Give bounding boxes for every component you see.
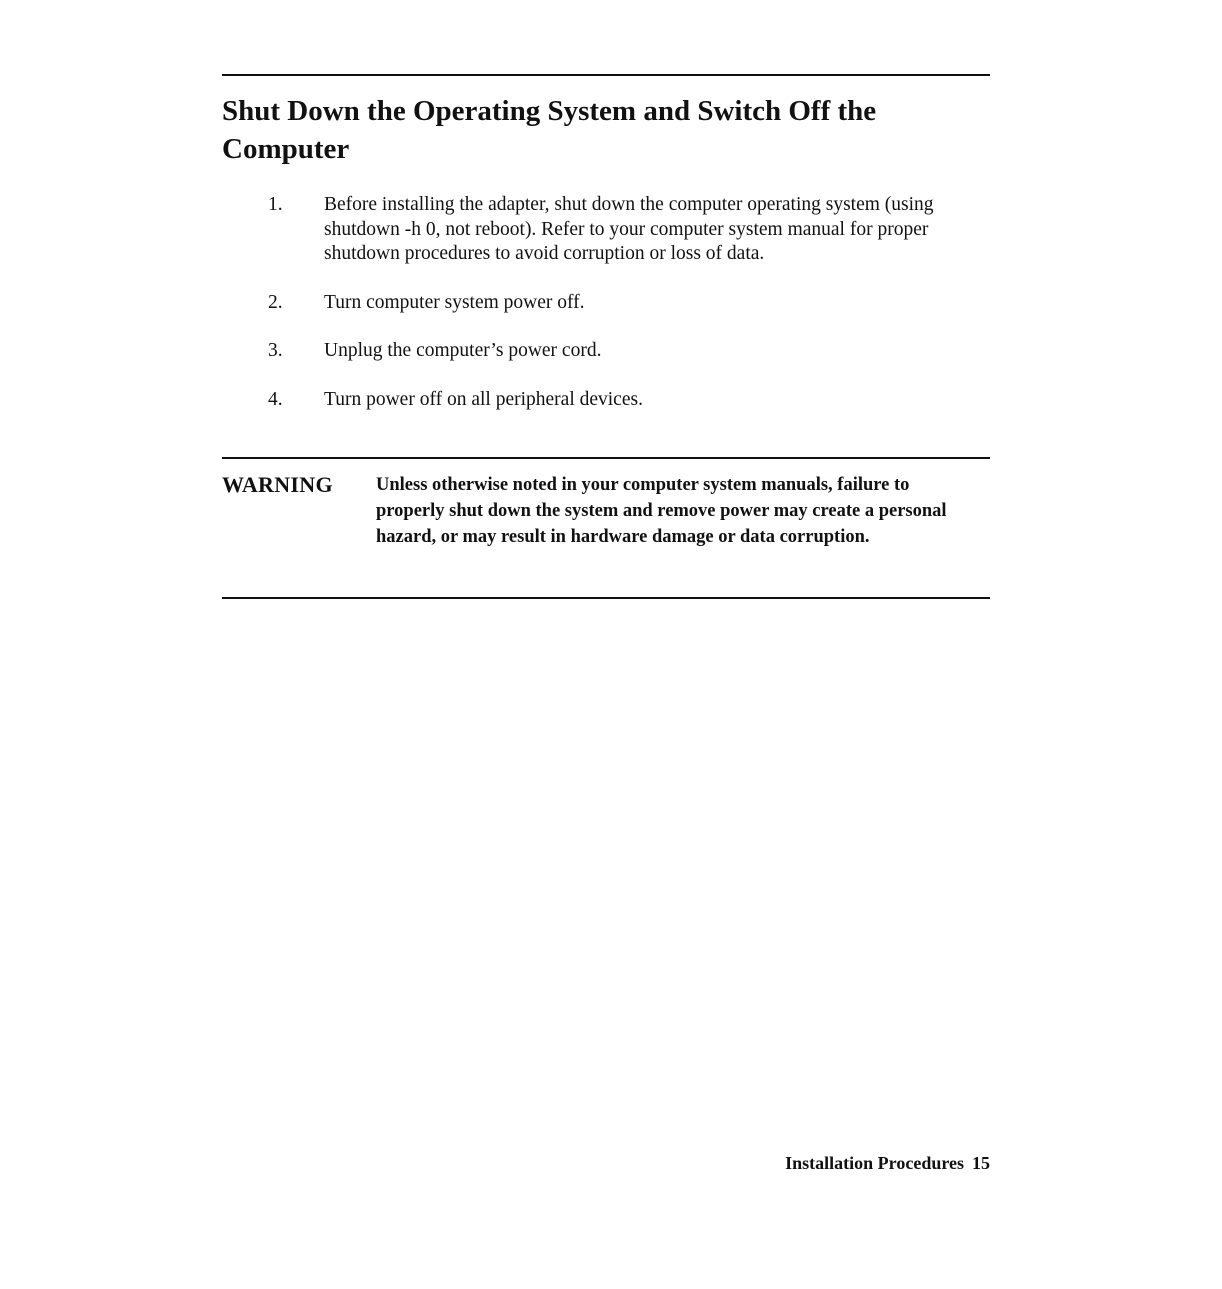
warning-bottom-rule	[222, 597, 990, 599]
step-text: Turn computer system power off.	[324, 291, 585, 313]
step-text: Before installing the adapter, shut down the computer operating system (using shutdown -h 0, not reboot). Refer to your computer system manual for proper shutdown procedures to avoid corruption or loss of data.	[324, 194, 934, 264]
step-item	[222, 339, 990, 364]
footer-section-name: Installation Procedures	[785, 1153, 964, 1173]
warning-text: Unless otherwise noted in your computer system manuals, failure to properly shut down the system and remove power may create a personal hazard, or may result in hardware damage or data corruption.	[376, 475, 947, 547]
step-number: 4.	[268, 388, 283, 410]
step-item	[222, 388, 990, 413]
step-item	[222, 193, 990, 267]
step-number: 2.	[268, 291, 283, 313]
step-text: Unplug the computer’s power cord.	[324, 340, 602, 361]
step-number: 3.	[268, 340, 283, 361]
page-footer	[785, 1152, 990, 1174]
section-heading: Shut Down the Operating System and Switch Off the Computer	[222, 95, 877, 165]
warning-label: WARNING	[222, 472, 333, 497]
step-number: 1.	[268, 194, 283, 215]
page-number: 15	[972, 1153, 990, 1173]
step-text: Turn power off on all peripheral devices.	[324, 388, 643, 410]
top-rule	[222, 74, 990, 76]
step-item	[222, 291, 990, 316]
warning-top-rule	[222, 457, 990, 459]
procedure-steps	[222, 193, 990, 436]
